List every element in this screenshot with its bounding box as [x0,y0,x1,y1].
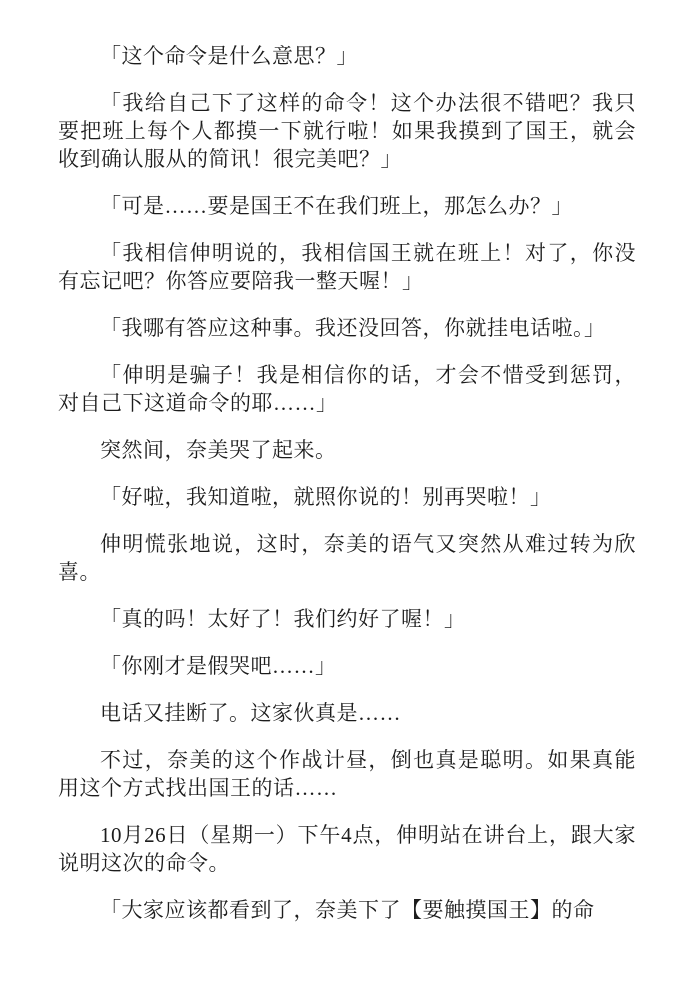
paragraph: 「大家应该都看到了，奈美下了【要触摸国王】的命 [100,898,595,922]
paragraph: 电话又挂断了。这家伙真是…… [100,701,401,725]
paragraph: 不过，奈美的这个作战计昼，倒也真是聪明。如果真能用这个方式找出国王的话…… [58,748,636,800]
paragraph: 「我给自己下了这样的命令！这个办法很不错吧？我只要把班上每个人都摸一下就行啦！如果我摸到了国王，就会收到确认服从的简讯！很完美吧？」 [58,91,636,171]
paragraph: 「我哪有答应这种事。我还没回答，你就挂电话啦。」 [100,316,606,340]
paragraph: 「真的吗！太好了！我们约好了喔！」 [100,607,466,631]
paragraph: 「你刚才是假哭吧……」 [100,654,337,678]
paragraph: 10月26日（星期一）下午4点，伸明站在讲台上，跟大家说明这次的命令。 [58,823,636,875]
paragraph: 「伸明是骗子！我是相信你的话，才会不惜受到惩罚，对自己下这道命令的耶……」 [58,363,636,415]
paragraph: 伸明慌张地说，这时，奈美的语气又突然从难过转为欣喜。 [58,532,636,584]
paragraph: 「这个命令是什么意思？」 [100,44,358,68]
paragraph: 「好啦，我知道啦，就照你说的！别再哭啦！」 [100,485,552,509]
paragraph: 「我相信伸明说的，我相信国王就在班上！对了，你没有忘记吧？你答应要陪我一整天喔！」 [58,241,636,293]
paragraph: 「可是……要是国王不在我们班上，那怎么办？」 [100,194,573,218]
paragraph: 突然间，奈美哭了起来。 [100,438,337,462]
